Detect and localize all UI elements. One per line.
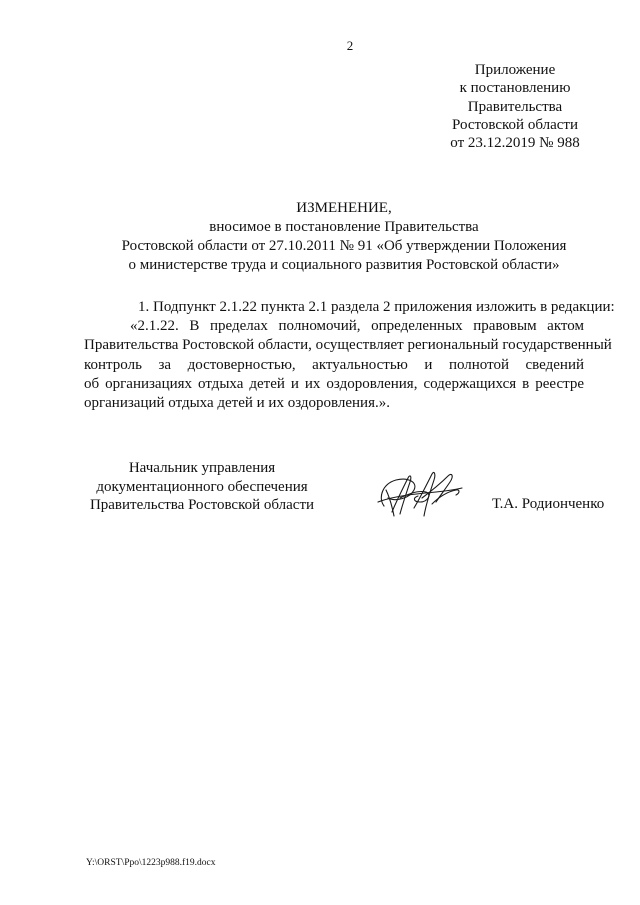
- title-heading: ИЗМЕНЕНИЕ,: [296, 200, 392, 216]
- appendix-line: к постановлению: [459, 80, 571, 97]
- point-text-line: организаций отдыха детей и их оздоровления.».: [84, 395, 390, 412]
- signer-position: [84, 459, 320, 515]
- appendix-line: Ростовской области: [452, 116, 578, 133]
- appendix-line: Правительства: [467, 98, 563, 115]
- page-number: 2: [346, 38, 354, 53]
- title-line: вносимое в постановление Правительства: [209, 219, 479, 235]
- point-intro: 1. Подпункт 2.1.22 пункта 2.1 раздела 2 приложения изложить в редакции:: [138, 299, 615, 315]
- signer-position-line: Начальник управления: [128, 460, 276, 476]
- point-text-line: «2.1.22. В пределах полномочий, определенных правовым актом: [130, 318, 584, 334]
- signer-name: Т.А. Родионченко: [492, 496, 605, 512]
- handwritten-signature: [374, 468, 466, 520]
- signer-position-line: документационного обеспечения: [96, 478, 308, 495]
- point-text-line: контроль за достоверностью, актуальностью и полнотой сведений: [84, 356, 584, 373]
- document-title: [112, 199, 576, 275]
- title-line: Ростовской области от 27.10.2011 № 91 «Об утверждении Положения: [121, 238, 567, 254]
- file-path: Y:\ORST\Ppo\1223p988.f19.docx: [86, 858, 216, 868]
- title-line: о министерстве труда и социального развития Ростовской области»: [128, 257, 560, 273]
- point-text: [84, 317, 612, 413]
- appendix-header: [440, 61, 590, 152]
- appendix-line: Приложение: [474, 62, 556, 78]
- point-text-line: об организациях отдыха детей и их оздоровления, содержащихся в реестре: [84, 375, 584, 392]
- signer-position-line: Правительства Ростовской области: [89, 497, 315, 513]
- appendix-line: от 23.12.2019 № 988: [450, 135, 580, 152]
- point-text-line: Правительства Ростовской области, осуществляет региональный государственный: [84, 337, 612, 354]
